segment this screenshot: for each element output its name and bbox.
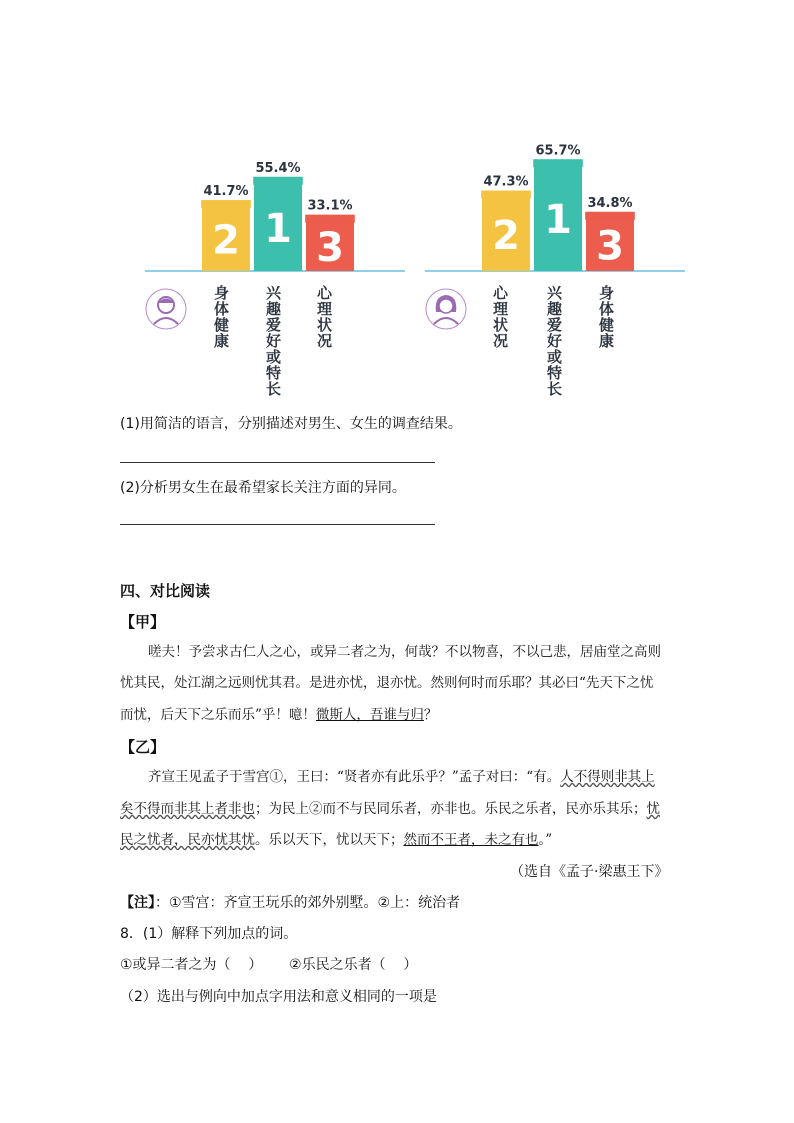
text-span: ？ [423,707,438,723]
passage-yi-line [120,799,660,819]
wavy-underlined-text: 矣不得而非其上者非也 [120,801,255,817]
bar-cap [481,191,531,199]
rank-label: 2 [212,217,240,264]
wavy-underlined-text: 民之忧者，民亦忧其忧 [120,832,255,848]
passage-yi-line [120,830,552,850]
text-span: 而忧，后天下之乐而乐”乎！噫！ [120,707,316,723]
rank-label: 3 [596,223,624,270]
bar-cap [533,159,583,167]
passage-jia-line: 忧其民，处江湖之远则忧其君。是进亦忧，退亦忧。然则何时而乐耶？其必曰“先天下之忧 [120,675,654,691]
category-label: 兴趣爱好或特长 [264,285,282,397]
value-label: 41.7% [203,184,249,200]
bar-cap [253,177,303,185]
bar-cap [201,200,251,208]
question-8-part-2: （2）选出与例向中加点字用法和意义相同的一项是 [120,989,437,1005]
avatar-male-icon [145,288,187,330]
bar-cap [585,212,635,220]
value-label: 34.8% [587,195,633,211]
category-label: 兴趣爱好或特长 [545,285,563,397]
bar-cap [305,215,355,223]
rank-label: 1 [544,197,572,244]
text-span: 齐宣王见孟子于雪宫①，王曰：“贤者亦有此乐乎？”孟子对曰：“有。 [148,769,561,785]
text-span: 。乐以天下，忧以天下； [255,832,404,848]
text-span: 。” [538,832,553,848]
passage-yi-tag: 【乙】 [120,738,166,756]
question-8: 8．(1）解释下列加点的词。 [120,926,298,942]
value-label: 55.4% [255,160,301,176]
category-label: 心理状况 [315,285,333,349]
wavy-underlined-text: 忧 [646,801,660,817]
passage-yi-line [148,767,655,787]
bar-chart-male [145,95,405,285]
bar-chart-female [425,95,685,285]
answer-line-1 [120,462,435,463]
chart-male [145,95,405,405]
underlined-text: 然而不王者，未之有也 [403,832,539,848]
passage-jia-line: 嗟夫！予尝求古仁人之心，或异二者之为，何哉？不以物喜，不以己悲，居庙堂之高则 [148,644,661,660]
rank-label: 2 [492,212,520,259]
passage-jia-line [120,705,437,725]
question-8-items: ①或异二者之为（ ） ②乐民之乐者（ ） [120,957,418,973]
answer-line-2 [120,524,435,525]
text-span: ；为民上②而不与民同乐者，亦非也。乐民之乐者，民亦乐其乐； [255,801,647,817]
source-citation: （选自《孟子·梁惠王下》 [510,864,669,880]
note-text: ：①雪宫：齐宣王玩乐的郊外别墅。②上：统治者 [155,895,461,911]
note-tag: 【注】 [120,895,155,911]
question-2: (2)分析男女生在最希望家长关注方面的异同。 [120,480,406,496]
category-label: 心理状况 [491,285,509,349]
wavy-underlined-text: 人不得则非其上 [560,769,655,785]
passage-jia-tag: 【甲】 [120,613,166,631]
value-label: 65.7% [535,143,581,159]
avatar-female-icon [425,288,467,330]
category-label: 身体健康 [212,285,230,349]
underlined-text: 微斯人，吾谁与归 [315,707,424,723]
section-title: 四、对比阅读 [120,582,211,600]
category-label: 身体健康 [597,285,615,349]
chart-female [425,95,685,405]
question-1: (1)用简洁的语言，分别描述对男生、女生的调查结果。 [120,416,462,432]
value-label: 47.3% [483,174,529,190]
value-label: 33.1% [307,198,353,214]
rank-label: 1 [264,205,292,252]
rank-label: 3 [316,224,344,271]
notes [120,893,460,913]
